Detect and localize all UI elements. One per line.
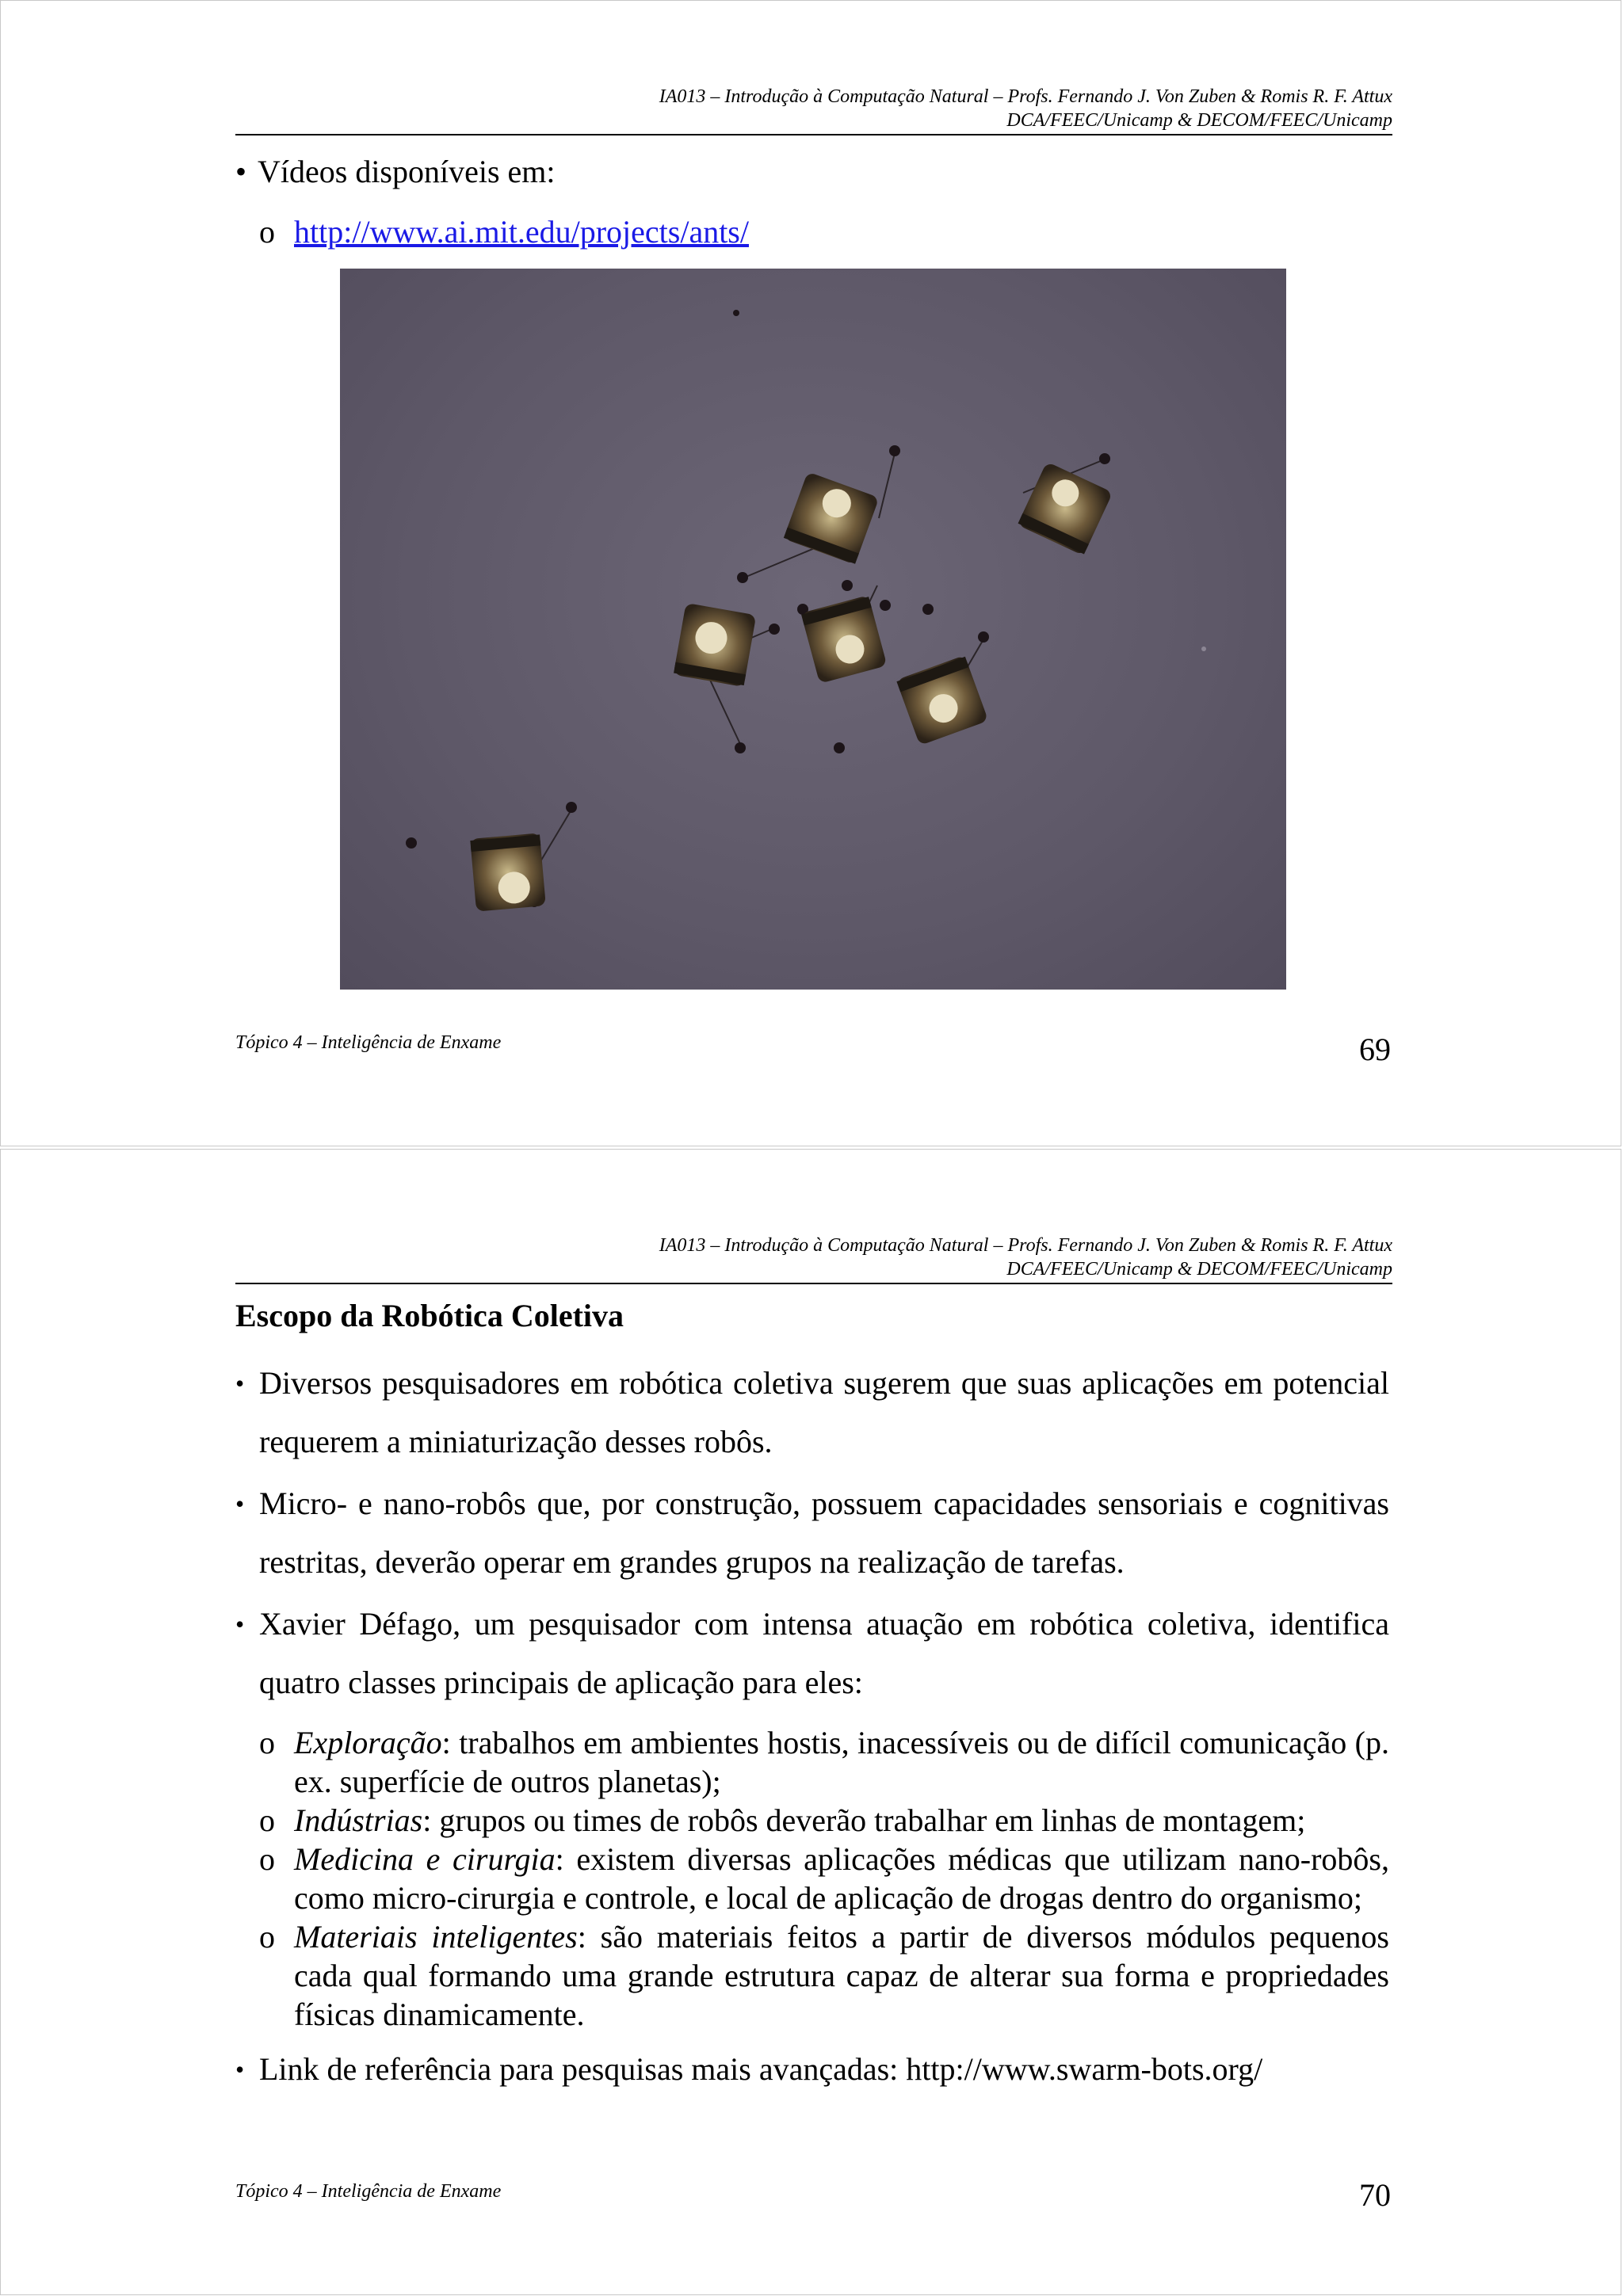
subitem-medicina <box>235 1840 1389 1917</box>
page-number: 69 <box>1359 1032 1391 1067</box>
footer-topic: Tópico 4 – Inteligência de Enxame <box>235 2181 502 2202</box>
subitem-text: : grupos ou times de robôs deverão trabalhar em linhas de montagem; <box>422 1802 1306 1838</box>
bullet-miniaturization: • Diversos pesquisadores em robótica coletiva sugerem que suas aplicações em potencial requerem a miniaturização desses robôs. <box>235 1354 1389 1471</box>
subitem-industrias <box>235 1801 1389 1840</box>
page-number: 70 <box>1359 2177 1391 2213</box>
robot-shapes <box>470 462 1113 912</box>
slide-content <box>235 1354 1389 2099</box>
slide-header <box>235 1234 1392 1284</box>
subitem-materiais <box>235 1917 1389 2034</box>
footer-topic: Tópico 4 – Inteligência de Enxame <box>235 1032 502 1053</box>
slide-69 <box>0 0 1621 1146</box>
subitem-text: : existem diversas aplicações médicas que utilizam nano-robôs, como micro-cirurgia e controle, e local de aplicação de drogas dentro do organismo; <box>294 1841 1389 1916</box>
subitem-term: Materiais inteligentes <box>294 1919 578 1955</box>
robot-swarm-photo <box>340 269 1286 990</box>
circle-bullet-icon: o <box>259 214 275 250</box>
slide-header <box>235 85 1392 135</box>
bullet-reference-link: • Link de referência para pesquisas mais avançadas: http://www.swarm-bots.org/ <box>235 2040 1389 2099</box>
subitem-exploracao <box>235 1723 1389 1801</box>
ants-project-link[interactable]: http://www.ai.mit.edu/projects/ants/ <box>294 214 749 250</box>
bullet-icon: • <box>235 154 247 189</box>
slide-70 <box>0 1149 1621 2295</box>
application-list <box>235 1723 1389 2034</box>
header-course-line: IA013 – Introdução à Computação Natural – Profs. Fernando J. Von Zuben & Romis R. F. Attux <box>659 1235 1392 1256</box>
bullet-micro-nano-robots: • Micro- e nano-robôs que, por construção, possuem capacidades sensoriais e cognitivas restritas, deverão operar em grandes grupos na realização de tarefas. <box>235 1474 1389 1592</box>
slide-title: Escopo da Robótica Coletiva <box>235 1298 624 1333</box>
subitem-text: : são materiais feitos a partir de diversos módulos pequenos cada qual formando uma grande estrutura capaz de alterar sua forma e propriedades físicas dinamicamente. <box>294 1919 1389 2032</box>
bullet-text: Vídeos disponíveis em: <box>258 154 556 189</box>
subitem-text: : trabalhos em ambientes hostis, inacessíveis ou de difícil comunicação (p. ex. superfície de outros planetas); <box>294 1725 1389 1799</box>
subitem-term: Indústrias <box>294 1802 423 1838</box>
bullet-videos <box>235 153 556 191</box>
robot-swarm-illustration <box>340 269 1286 990</box>
header-course-line: IA013 – Introdução à Computação Natural – Profs. Fernando J. Von Zuben & Romis R. F. Attux <box>659 86 1392 107</box>
bullet-defago: • Xavier Défago, um pesquisador com intensa atuação em robótica coletiva, identifica quatro classes principais de aplicação para eles: <box>235 1595 1389 1712</box>
subitem-term: Exploração <box>294 1725 442 1760</box>
subitem-term: Medicina e cirurgia <box>294 1841 556 1877</box>
header-dept-line: DCA/FEEC/Unicamp & DECOM/FEEC/Unicamp <box>1006 110 1392 131</box>
link-item <box>259 213 749 250</box>
header-dept-line: DCA/FEEC/Unicamp & DECOM/FEEC/Unicamp <box>1006 1259 1392 1280</box>
